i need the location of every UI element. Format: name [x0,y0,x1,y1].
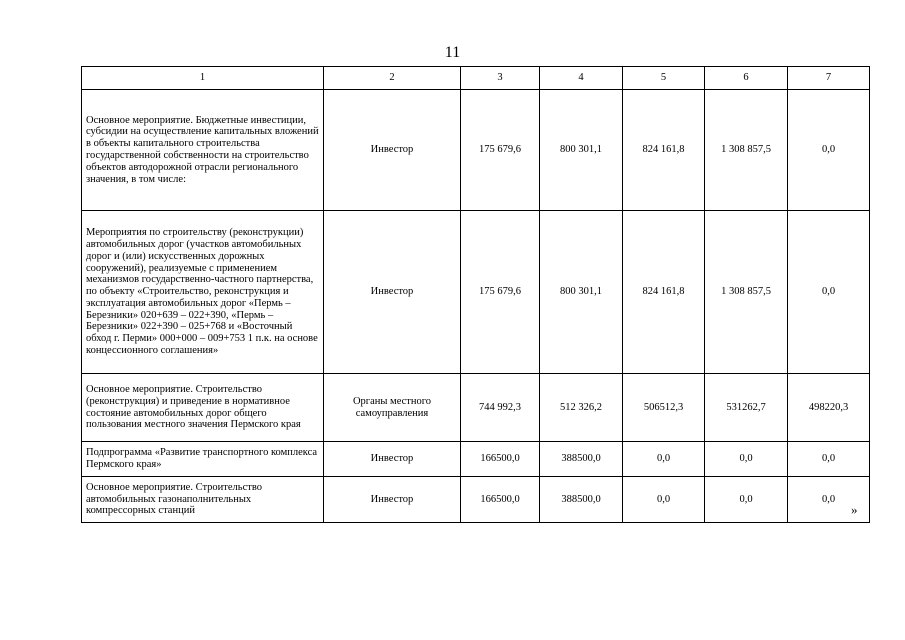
row-value: 800 301,1 [540,211,623,374]
row-value: 0,0 [705,442,788,477]
row-executor: Инвестор [324,477,461,523]
row-executor: Органы местного самоуправления [324,374,461,442]
row-value: 531262,7 [705,374,788,442]
budget-table [81,66,870,523]
row-value: 175 679,6 [461,90,540,211]
column-header: 5 [623,67,705,90]
row-value: 0,0 [705,477,788,523]
row-value: 0,0 [788,211,870,374]
row-description: Основное мероприятие. Бюджетные инвестиции, субсидии на осуществление капитальных вложений в объекты капитального строительства государственной собственности на строительство объектов автодорожной отрасли регионального значения, в том числе: [82,90,324,211]
row-value: 1 308 857,5 [705,211,788,374]
row-executor: Инвестор [324,442,461,477]
column-header: 6 [705,67,788,90]
header-row [82,67,870,90]
row-value: 744 992,3 [461,374,540,442]
column-header: 7 [788,67,870,90]
row-description: Основное мероприятие. Строительство автомобильных газонаполнительных компрессорных станций [82,477,324,523]
table-row [82,90,870,211]
row-value: 388500,0 [540,477,623,523]
table-row [82,211,870,374]
row-executor: Инвестор [324,211,461,374]
row-value: 388500,0 [540,442,623,477]
row-value: 824 161,8 [623,211,705,374]
row-value: 0,0 [788,90,870,211]
column-header: 4 [540,67,623,90]
table-row [82,477,870,523]
column-header: 1 [82,67,324,90]
table-row [82,442,870,477]
row-value: 1 308 857,5 [705,90,788,211]
column-header: 2 [324,67,461,90]
row-value: 0,0 [623,442,705,477]
column-header: 3 [461,67,540,90]
row-value: 0,0 [623,477,705,523]
row-value: 166500,0 [461,442,540,477]
row-value: 824 161,8 [623,90,705,211]
row-description: Основное мероприятие. Строительство (реконструкция) и приведение в нормативное состояние автомобильных дорог общего пользования местного значения Пермского края [82,374,324,442]
row-description: Мероприятия по строительству (реконструкции) автомобильных дорог (участков автомобильных дорог и (или) искусственных дорожных сооружений), реализуемые с применением механизмов государственно-частного партнерства, по объекту «Строительство, реконструкция и эксплуатация автомобильных дорог «Пермь – Березники» 020+639 – 022+390, «Пермь – Березники» 022+390 – 025+768 и «Восточный обход г. Перми» 000+000 – 009+753 1 п.к. на основе концессионного соглашения» [82,211,324,374]
row-value: 506512,3 [623,374,705,442]
row-value: 498220,3 [788,374,870,442]
row-value: 0,0 [788,442,870,477]
row-description: Подпрограмма «Развитие транспортного комплекса Пермского края» [82,442,324,477]
row-value: 512 326,2 [540,374,623,442]
row-value: 0,0 [788,477,870,523]
row-executor: Инвестор [324,90,461,211]
page-number: 11 [444,44,461,61]
row-value: 166500,0 [461,477,540,523]
row-value: 175 679,6 [461,211,540,374]
closing-quote-mark: » [851,502,858,517]
row-value: 800 301,1 [540,90,623,211]
table-row [82,374,870,442]
